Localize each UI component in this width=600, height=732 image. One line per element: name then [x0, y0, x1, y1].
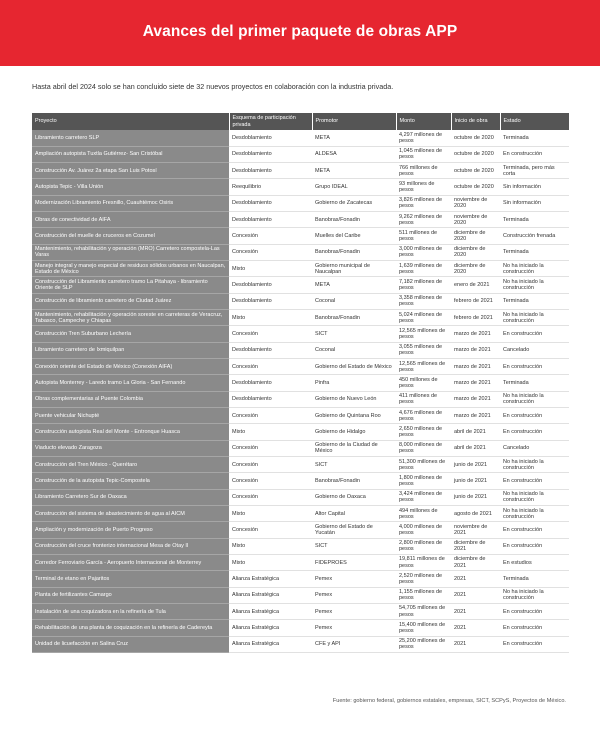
amount-cell: 2,650 millones de pesos: [396, 424, 451, 440]
status-cell: En construcción: [500, 636, 569, 652]
amount-cell: 15,400 millones de pesos: [396, 620, 451, 636]
promoter-cell: META: [312, 130, 396, 146]
status-cell: En construcción: [500, 146, 569, 162]
promoter-cell: SICT: [312, 457, 396, 473]
table-row: [32, 326, 569, 342]
scheme-cell: Mixto: [229, 538, 312, 554]
page-title: Avances del primer paquete de obras APP: [142, 23, 458, 40]
title-banner: [0, 0, 600, 66]
start-date-cell: diciembre de 2020: [451, 228, 500, 244]
project-cell: Terminal de etano en Pajaritos: [32, 571, 229, 587]
status-cell: Cancelado: [500, 342, 569, 358]
amount-cell: 8,000 millones de pesos: [396, 440, 451, 456]
table-row: [32, 571, 569, 587]
status-cell: No ha iniciado la construcción: [500, 506, 569, 522]
amount-cell: 494 millones de pesos: [396, 506, 451, 522]
project-cell: Mantenimiento, rehabilitación y operación (MRO) Carretero compostela-Las Varas: [32, 244, 229, 260]
column-header-proyecto: Proyecto: [32, 113, 229, 130]
start-date-cell: 2021: [451, 571, 500, 587]
project-cell: Construcción del cruce fronterizo internacional Mesa de Otay II: [32, 538, 229, 554]
scheme-cell: Desdoblamiento: [229, 130, 312, 146]
scheme-cell: Desdoblamiento: [229, 212, 312, 228]
start-date-cell: marzo de 2021: [451, 408, 500, 424]
promoter-cell: META: [312, 277, 396, 293]
status-cell: No ha iniciado la construcción: [500, 587, 569, 603]
start-date-cell: abril de 2021: [451, 424, 500, 440]
status-cell: No ha iniciado la construcción: [500, 310, 569, 326]
project-cell: Planta de fertilizantes Camargo: [32, 587, 229, 603]
scheme-cell: Desdoblamiento: [229, 277, 312, 293]
amount-cell: 2,800 millones de pesos: [396, 538, 451, 554]
status-cell: Terminada: [500, 571, 569, 587]
amount-cell: 54,705 millones de pesos: [396, 604, 451, 620]
start-date-cell: febrero de 2021: [451, 310, 500, 326]
status-cell: Construcción frenada: [500, 228, 569, 244]
start-date-cell: marzo de 2021: [451, 359, 500, 375]
amount-cell: 2,520 millones de pesos: [396, 571, 451, 587]
promoter-cell: Coconal: [312, 293, 396, 309]
amount-cell: 9,262 millones de pesos: [396, 212, 451, 228]
amount-cell: 766 millones de pesos: [396, 163, 451, 179]
promoter-cell: Altor Capital: [312, 506, 396, 522]
start-date-cell: 2021: [451, 636, 500, 652]
status-cell: No ha iniciado la construcción: [500, 457, 569, 473]
project-cell: Construcción del Libramiento carretero tramo La Pitahaya - libramiento Oriente de SLP: [32, 277, 229, 293]
start-date-cell: diciembre de 2021: [451, 538, 500, 554]
amount-cell: 1,045 millones de pesos: [396, 146, 451, 162]
table-row: [32, 391, 569, 407]
amount-cell: 1,155 millones de pesos: [396, 587, 451, 603]
table-row: [32, 636, 569, 652]
table-row: [32, 342, 569, 358]
amount-cell: 93 millones de pesos: [396, 179, 451, 195]
status-cell: Terminada, pero más corta: [500, 163, 569, 179]
promoter-cell: Pinfra: [312, 375, 396, 391]
amount-cell: 1,639 millones de pesos: [396, 261, 451, 277]
scheme-cell: Reequilibrio: [229, 179, 312, 195]
promoter-cell: Pemex: [312, 604, 396, 620]
status-cell: En construcción: [500, 326, 569, 342]
table-row: [32, 555, 569, 571]
table-row: [32, 195, 569, 211]
amount-cell: 4,000 millones de pesos: [396, 522, 451, 538]
status-cell: Cancelado: [500, 440, 569, 456]
start-date-cell: octubre de 2020: [451, 179, 500, 195]
column-header-estado: Estado: [500, 113, 569, 130]
table-row: [32, 538, 569, 554]
scheme-cell: Concesión: [229, 326, 312, 342]
start-date-cell: marzo de 2021: [451, 326, 500, 342]
status-cell: En construcción: [500, 538, 569, 554]
promoter-cell: Banobras/Fonadin: [312, 244, 396, 260]
project-cell: Conexión oriente del Estado de México (Conexión AIFA): [32, 359, 229, 375]
project-cell: Construcción de la autopista Tepic-Compostela: [32, 473, 229, 489]
project-cell: Libramiento carretero de Ixmiquilpan: [32, 342, 229, 358]
start-date-cell: octubre de 2020: [451, 130, 500, 146]
scheme-cell: Alianza Estratégica: [229, 604, 312, 620]
start-date-cell: 2021: [451, 587, 500, 603]
status-cell: Sin información: [500, 195, 569, 211]
scheme-cell: Desdoblamiento: [229, 342, 312, 358]
amount-cell: 25,200 millones de pesos: [396, 636, 451, 652]
column-header-inicio: Inicio de obra: [451, 113, 500, 130]
scheme-cell: Concesión: [229, 473, 312, 489]
project-cell: Corredor Ferroviario García - Aeropuerto Internacional de Monterrey: [32, 555, 229, 571]
scheme-cell: Desdoblamiento: [229, 163, 312, 179]
status-cell: En construcción: [500, 620, 569, 636]
table-row: [32, 408, 569, 424]
start-date-cell: junio de 2021: [451, 473, 500, 489]
scheme-cell: Concesión: [229, 244, 312, 260]
start-date-cell: abril de 2021: [451, 440, 500, 456]
status-cell: Sin información: [500, 179, 569, 195]
project-cell: Obras complementarias al Puente Colombia: [32, 391, 229, 407]
amount-cell: 3,424 millones de pesos: [396, 489, 451, 505]
promoter-cell: Banobras/Fonadin: [312, 212, 396, 228]
scheme-cell: Alianza Estratégica: [229, 587, 312, 603]
scheme-cell: Concesión: [229, 359, 312, 375]
table-row: [32, 228, 569, 244]
project-cell: Manejo integral y manejo especial de residuos sólidos urbanos en Naucalpan, Estado de México: [32, 261, 229, 277]
amount-cell: 7,182 millones de pesos: [396, 277, 451, 293]
promoter-cell: Muelles del Caribe: [312, 228, 396, 244]
scheme-cell: Mixto: [229, 261, 312, 277]
amount-cell: 12,565 millones de pesos: [396, 359, 451, 375]
promoter-cell: Pemex: [312, 620, 396, 636]
table-row: [32, 457, 569, 473]
table-row: [32, 179, 569, 195]
project-cell: Libramiento carretero SLP: [32, 130, 229, 146]
project-cell: Construcción del muelle de cruceros en Cozumel: [32, 228, 229, 244]
status-cell: No ha iniciado la construcción: [500, 277, 569, 293]
start-date-cell: junio de 2021: [451, 489, 500, 505]
status-cell: Terminada: [500, 293, 569, 309]
project-cell: Instalación de una coquizadora en la refinería de Tula: [32, 604, 229, 620]
project-cell: Construcción de libramiento carretero de Ciudad Juárez: [32, 293, 229, 309]
table-row: [32, 375, 569, 391]
scheme-cell: Desdoblamiento: [229, 195, 312, 211]
project-cell: Obras de conectividad de AIFA: [32, 212, 229, 228]
status-cell: En construcción: [500, 473, 569, 489]
start-date-cell: 2021: [451, 620, 500, 636]
scheme-cell: Mixto: [229, 506, 312, 522]
table-body: [32, 130, 569, 653]
project-cell: Construcción del Tren México - Querétaro: [32, 457, 229, 473]
amount-cell: 3,055 millones de pesos: [396, 342, 451, 358]
amount-cell: 4,676 millones de pesos: [396, 408, 451, 424]
promoter-cell: Gobierno de Hidalgo: [312, 424, 396, 440]
project-cell: Ampliación y modernización de Puerto Progreso: [32, 522, 229, 538]
amount-cell: 5,024 millones de pesos: [396, 310, 451, 326]
promoter-cell: Banobras/Fonadin: [312, 473, 396, 489]
status-cell: En construcción: [500, 522, 569, 538]
amount-cell: 3,826 millones de pesos: [396, 195, 451, 211]
start-date-cell: marzo de 2021: [451, 375, 500, 391]
scheme-cell: Concesión: [229, 440, 312, 456]
project-cell: Rehabilitación de una planta de coquización en la refinería de Cadereyta: [32, 620, 229, 636]
status-cell: No ha iniciado la construcción: [500, 489, 569, 505]
status-cell: Terminada: [500, 212, 569, 228]
scheme-cell: Mixto: [229, 310, 312, 326]
project-cell: Construcción Av. Juárez 2a etapa San Luis Potosí: [32, 163, 229, 179]
promoter-cell: Banobras/Fonadin: [312, 310, 396, 326]
table-row: [32, 440, 569, 456]
start-date-cell: febrero de 2021: [451, 293, 500, 309]
scheme-cell: Mixto: [229, 555, 312, 571]
status-cell: Terminada: [500, 130, 569, 146]
promoter-cell: Gobierno del Estado de Yucatán: [312, 522, 396, 538]
projects-table-container: [32, 113, 569, 653]
status-cell: En construcción: [500, 424, 569, 440]
scheme-cell: Concesión: [229, 228, 312, 244]
scheme-cell: Concesión: [229, 408, 312, 424]
table-row: [32, 424, 569, 440]
table-row: [32, 473, 569, 489]
amount-cell: 511 millones de pesos: [396, 228, 451, 244]
table-row: [32, 620, 569, 636]
promoter-cell: FIDEPROES: [312, 555, 396, 571]
column-header-monto: Monto: [396, 113, 451, 130]
promoter-cell: Gobierno de Zacatecas: [312, 195, 396, 211]
table-row: [32, 359, 569, 375]
project-cell: Puente vehicular Nichupté: [32, 408, 229, 424]
amount-cell: 411 millones de pesos: [396, 391, 451, 407]
status-cell: Terminada: [500, 244, 569, 260]
project-cell: Construcción Tren Suburbano Lechería: [32, 326, 229, 342]
scheme-cell: Mixto: [229, 424, 312, 440]
amount-cell: 19,811 millones de pesos: [396, 555, 451, 571]
start-date-cell: noviembre de 2020: [451, 212, 500, 228]
table-row: [32, 506, 569, 522]
promoter-cell: Pemex: [312, 571, 396, 587]
project-cell: Autopista Tepic - Villa Unión: [32, 179, 229, 195]
status-cell: En estudios: [500, 555, 569, 571]
table-row: [32, 604, 569, 620]
column-header-promotor: Promotor: [312, 113, 396, 130]
start-date-cell: diciembre de 2020: [451, 261, 500, 277]
promoter-cell: Gobierno del Estado de México: [312, 359, 396, 375]
start-date-cell: octubre de 2020: [451, 146, 500, 162]
scheme-cell: Desdoblamiento: [229, 375, 312, 391]
table-row: [32, 146, 569, 162]
project-cell: Construcción del sistema de abastecimiento de agua al AICM: [32, 506, 229, 522]
project-cell: Libramiento Carretero Sur de Oaxaca: [32, 489, 229, 505]
scheme-cell: Alianza Estratégica: [229, 636, 312, 652]
start-date-cell: diciembre de 2020: [451, 244, 500, 260]
promoter-cell: SICT: [312, 538, 396, 554]
amount-cell: 450 millones de pesos: [396, 375, 451, 391]
table-row: [32, 293, 569, 309]
status-cell: No ha iniciado la construcción: [500, 261, 569, 277]
scheme-cell: Desdoblamiento: [229, 146, 312, 162]
amount-cell: 1,800 millones de pesos: [396, 473, 451, 489]
scheme-cell: Alianza Estratégica: [229, 620, 312, 636]
status-cell: En construcción: [500, 408, 569, 424]
amount-cell: 4,297 millones de pesos: [396, 130, 451, 146]
promoter-cell: SICT: [312, 326, 396, 342]
start-date-cell: 2021: [451, 604, 500, 620]
table-row: [32, 277, 569, 293]
project-cell: Unidad de licuefacción en Salina Cruz: [32, 636, 229, 652]
scheme-cell: Concesión: [229, 522, 312, 538]
table-row: [32, 212, 569, 228]
projects-table: [32, 113, 569, 653]
scheme-cell: Desdoblamiento: [229, 293, 312, 309]
amount-cell: 51,300 millones de pesos: [396, 457, 451, 473]
promoter-cell: Gobierno de la Ciudad de México: [312, 440, 396, 456]
start-date-cell: diciembre de 2021: [451, 555, 500, 571]
scheme-cell: Alianza Estratégica: [229, 571, 312, 587]
promoter-cell: Gobierno de Oaxaca: [312, 489, 396, 505]
table-header-row: [32, 113, 569, 130]
promoter-cell: ALDESA: [312, 146, 396, 162]
start-date-cell: marzo de 2021: [451, 391, 500, 407]
status-cell: En construcción: [500, 359, 569, 375]
project-cell: Autopista Monterrey - Laredo tramo La Gloria - San Fernando: [32, 375, 229, 391]
table-row: [32, 130, 569, 146]
promoter-cell: Gobierno municipal de Naucalpan: [312, 261, 396, 277]
scheme-cell: Desdoblamiento: [229, 391, 312, 407]
status-cell: Terminada: [500, 375, 569, 391]
promoter-cell: Coconal: [312, 342, 396, 358]
scheme-cell: Concesión: [229, 457, 312, 473]
column-header-esquema: Esquema de participación privada: [229, 113, 312, 130]
promoter-cell: CFE y API: [312, 636, 396, 652]
promoter-cell: Gobierno de Quintana Roo: [312, 408, 396, 424]
project-cell: Mantenimiento, rehabilitación y operación soreste en carreteras de Veracruz, Tabasco, Campeche y Chiapas: [32, 310, 229, 326]
status-cell: No ha iniciado la construcción: [500, 391, 569, 407]
source-note: Fuente: gobierno federal, gobiernos estatales, empresas, SICT, SCPyS, Proyectos de México.: [332, 698, 566, 704]
start-date-cell: agosto de 2021: [451, 506, 500, 522]
project-cell: Viaducto elevado Zaragoza: [32, 440, 229, 456]
table-row: [32, 244, 569, 260]
amount-cell: 3,000 millones de pesos: [396, 244, 451, 260]
start-date-cell: marzo de 2021: [451, 342, 500, 358]
table-row: [32, 163, 569, 179]
table-row: [32, 310, 569, 326]
start-date-cell: noviembre de 2020: [451, 195, 500, 211]
promoter-cell: Grupo IDEAL: [312, 179, 396, 195]
start-date-cell: junio de 2021: [451, 457, 500, 473]
amount-cell: 12,565 millones de pesos: [396, 326, 451, 342]
promoter-cell: Gobierno de Nuevo León: [312, 391, 396, 407]
start-date-cell: enero de 2021: [451, 277, 500, 293]
table-row: [32, 489, 569, 505]
promoter-cell: META: [312, 163, 396, 179]
intro-text: Hasta abril del 2024 solo se han concluido siete de 32 nuevos proyectos en colaboración con la industria privada.: [32, 82, 394, 91]
scheme-cell: Concesión: [229, 489, 312, 505]
status-cell: En construcción: [500, 604, 569, 620]
project-cell: Construcción autopista Real del Monte - Entronque Huasca: [32, 424, 229, 440]
start-date-cell: octubre de 2020: [451, 163, 500, 179]
promoter-cell: Pemex: [312, 587, 396, 603]
table-row: [32, 261, 569, 277]
start-date-cell: noviembre de 2021: [451, 522, 500, 538]
project-cell: Ampliación autopista Tuxtla Gutiérrez- San Cristóbal: [32, 146, 229, 162]
project-cell: Modernización Libramiento Fresnillo, Cuauhtémoc Osiris: [32, 195, 229, 211]
amount-cell: 3,358 millones de pesos: [396, 293, 451, 309]
table-row: [32, 522, 569, 538]
table-row: [32, 587, 569, 603]
